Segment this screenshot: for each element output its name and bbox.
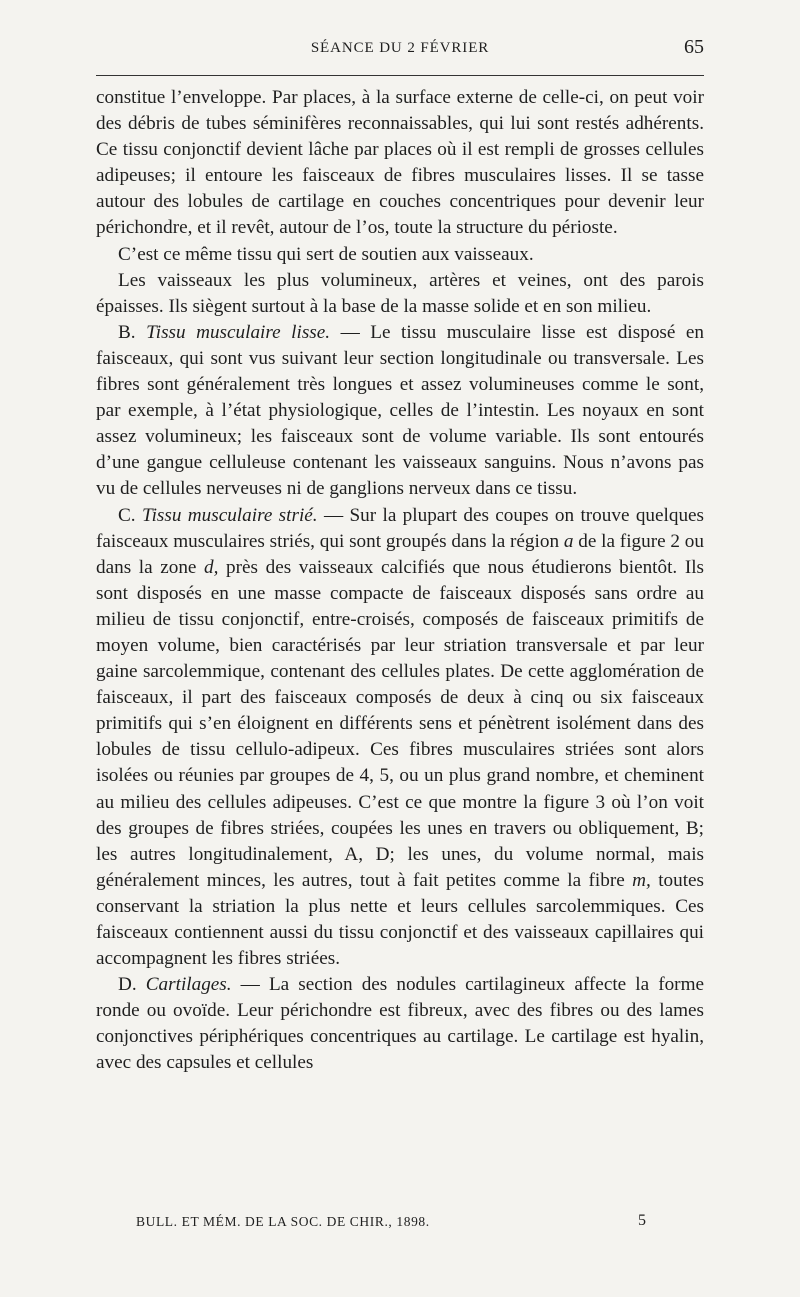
page-number: 65: [684, 36, 704, 58]
section-heading: Cartilages.: [145, 974, 232, 996]
section-c-tissu-musculaire-strie: [96, 503, 704, 973]
running-head: [96, 36, 704, 62]
paragraph-text: près des vaisseaux calcifiés que nous étudierons bientôt. Ils sont disposés en une masse compacte de faisceaux disposés sans ordre au milieu de tissu conjonctif, entre-croisés, composés de faisceaux primitifs de moyen volume, bien caractérisés par leur striation transversale et par leur gaine sarcolemmique, contenant des cellules plates. De cette agglomération de faisceaux, il part des faisceaux composés de deux à cinq ou six faisceaux primitifs qui s’en éloignent en différents sens et pénètrent isolément dans des lobules de tissu cellulo-adipeux. Ces fibres musculaires striées sont alors isolées ou réunies par groupes de 4, 5, ou un plus grand nombre, et cheminent au milieu des cellules adipeuses. C’est ce que montre la figure 3 où l’on voit des groupes de fibres striées, coupées les unes en travers ou obliquement, B; les autres longitudinalement, A, D; les unes, du volume normal, mais généralement minces, les autres, tout à fait petites comme la fibre: [96, 556, 705, 891]
section-heading: Tissu musculaire lisse.: [146, 321, 331, 343]
figure-reference: d,: [204, 556, 219, 578]
section-heading: Tissu musculaire strié.: [141, 504, 318, 526]
paragraph-text: — La section des nodules cartilagineux affecte la forme ronde ou ovoïde. Leur périchondre est fibreux, avec des fibres ou des lames conjonctives périphériques concentriques au cartilage. Le cartilage est hyalin, avec des capsules et cellules: [96, 974, 705, 1074]
paragraph-soutien: [96, 242, 704, 268]
paragraph-enveloppe: [96, 85, 704, 242]
section-label: B.: [118, 321, 136, 343]
paragraph-vaisseaux: [96, 268, 704, 320]
paragraph-text: — Sur la plupart des coupes on trouve quelques faisceaux musculaires striés, qui sont groupés dans la région: [96, 504, 705, 552]
footer-citation: BULL. ET MÉM. DE LA SOC. DE CHIR., 1898.: [136, 1214, 430, 1229]
section-label: C.: [118, 504, 136, 526]
paragraph-text: constitue l’enveloppe. Par places, à la surface externe de celle-ci, on peut voir des débris de tubes séminifères reconnaissables, qui lui sont restés adhérents. Ce tissu conjonctif devient lâche par places où il est rempli de grosses cellules adipeuses; il entoure les faisceaux de fibres musculaires lisses. Il se tasse autour des lobules de cartilage en couches concentriques pour devenir leur périchondre, et il revêt, autour de l’os, toute la structure du périoste.: [96, 87, 704, 239]
section-d-cartilages: [96, 972, 704, 1076]
body-text: [96, 85, 704, 1077]
figure-reference: a: [563, 530, 574, 552]
paragraph-text: Les vaisseaux les plus volumineux, artères et veines, ont des parois épaisses. Ils siègent surtout à la base de la masse solide et en son milieu.: [96, 269, 704, 317]
paragraph-text: de la figure 2 ou dans la zone: [96, 530, 704, 578]
page-footer: [136, 1214, 646, 1236]
section-label: D.: [118, 974, 137, 996]
section-b-tissu-musculaire-lisse: [96, 320, 704, 503]
header-rule: [96, 75, 704, 76]
running-title: SÉANCE DU 2 FÉVRIER: [310, 40, 490, 56]
figure-reference: m,: [632, 869, 651, 891]
paragraph-text: C’est ce même tissu qui sert de soutien aux vaisseaux.: [118, 243, 534, 265]
signature-mark: 5: [638, 1212, 646, 1229]
paragraph-text: toutes conservant la striation la plus nette et leurs cellules sarcolemmiques. Ces faisceaux contiennent aussi du tissu conjonctif et des vaisseaux capillaires qui accompagnent les fibres striées.: [96, 869, 705, 970]
paragraph-text: — Le tissu musculaire lisse est disposé en faisceaux, qui sont vus suivant leur section longitudinale ou transversale. Les fibres sont généralement très longues et assez volumineuses comme le sont, par exemple, à l’état physiologique, celles de l’intestin. Les noyaux en sont assez volumineux; les faisceaux sont de volume variable. Ils sont entourés d’une gangue celluleuse contenant les vaisseaux sanguins. Nous n’avons pas vu de cellules nerveuses ni de ganglions nerveux dans ce tissu.: [96, 321, 705, 500]
